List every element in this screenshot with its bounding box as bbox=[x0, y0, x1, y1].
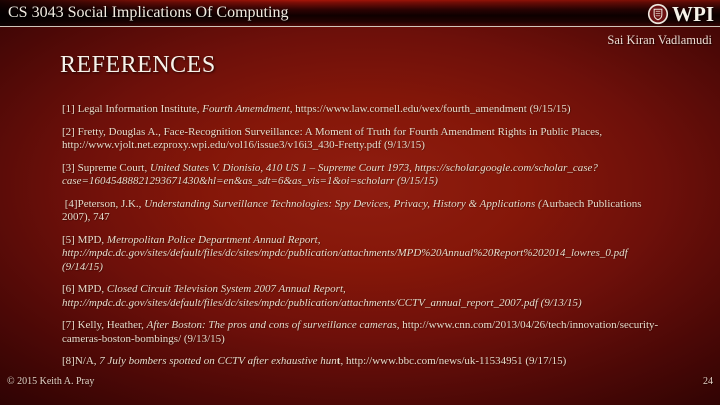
reference-item bbox=[62, 198, 662, 225]
reference-item bbox=[62, 283, 662, 310]
footer-copyright: © 2015 Keith A. Pray bbox=[7, 376, 95, 387]
author-name: Sai Kiran Vadlamudi bbox=[607, 33, 712, 47]
slide-title: REFERENCES bbox=[60, 52, 216, 78]
reference-segment: [5] MPD, bbox=[62, 233, 107, 246]
wpi-logo bbox=[647, 2, 714, 25]
references-list bbox=[62, 103, 662, 378]
reference-segment: [1] Legal Information Institute, bbox=[62, 103, 203, 115]
reference-segment: Closed Circuit Television System 2007 Annual Report, http://mpdc.dc.gov/sites/default/files/dc/sites/mpdc/publication/attachments/CCTV_annual_report_2007.pdf (9/13/15) bbox=[62, 283, 582, 309]
reference-item bbox=[62, 162, 662, 189]
reference-segment: [6] MPD, bbox=[62, 283, 107, 295]
reference-segment: Understanding Surveillance Technologies: Spy Devices, Privacy, History & Applications ( bbox=[144, 197, 542, 210]
reference-segment: Fourth Amemdment bbox=[202, 103, 290, 115]
wpi-seal-icon bbox=[647, 3, 669, 25]
course-title: CS 3043 Social Implications Of Computing bbox=[8, 4, 289, 21]
reference-segment: [2] Fretty, Douglas A., Face-Recognition Surveillance: A Moment of Truth for Fourth Amendment Rights in Public Places, http://www.vjolt.net.ezproxy.wpi.edu/vol16/issue3/v16i3_430-Fretty.pdf (9/13/15) bbox=[62, 125, 605, 151]
reference-segment: Metropolitan Police Department Annual Report, http://mpdc.dc.gov/sites/default/files/dc/sites/mpdc/publication/attachments/MPD%20Annual%20Report%202014_lowres_0.pdf (9/14/15) bbox=[62, 233, 631, 273]
reference-segment: Aurbaech Publications 2007), 747 bbox=[62, 197, 645, 223]
reference-item bbox=[62, 355, 662, 369]
reference-segment: 7 July bombers spotted on CCTV after exhaustive hun bbox=[99, 355, 337, 367]
reference-item bbox=[62, 319, 662, 346]
reference-segment: United States V. Dionisio, 410 US 1 – Supreme Court 1973, https://scholar.google.com/scholar_case?case=16045488821293671430&hl=en&as_sdt=6&as_vis=1&oi=scholarr (9/15/15) bbox=[62, 161, 598, 187]
reference-segment: [4]Peterson, J.K., bbox=[62, 197, 145, 210]
header-bar bbox=[0, 0, 720, 27]
reference-segment: [8]N/A, bbox=[62, 355, 100, 367]
reference-segment: , https://www.law.cornell.edu/wex/fourth_amendment (9/15/15) bbox=[289, 103, 571, 115]
reference-segment: After Boston: The pros and cons of surveillance cameras bbox=[146, 319, 397, 331]
reference-segment: t bbox=[336, 355, 341, 367]
reference-segment: , http://www.bbc.com/news/uk-11534951 (9/17/15) bbox=[340, 355, 567, 367]
page-number: 24 bbox=[703, 376, 713, 387]
reference-item bbox=[62, 234, 662, 275]
wpi-logo-text: WPI bbox=[672, 1, 714, 26]
reference-item bbox=[62, 126, 662, 153]
reference-segment: , http://www.cnn.com/2013/04/26/tech/innovation/security-cameras-boston-bombings/ (9/13/15) bbox=[62, 319, 659, 345]
reference-segment: [7] Kelly, Heather, bbox=[62, 319, 147, 331]
reference-segment: [3] Supreme Court, bbox=[62, 161, 150, 174]
reference-item bbox=[62, 103, 662, 117]
